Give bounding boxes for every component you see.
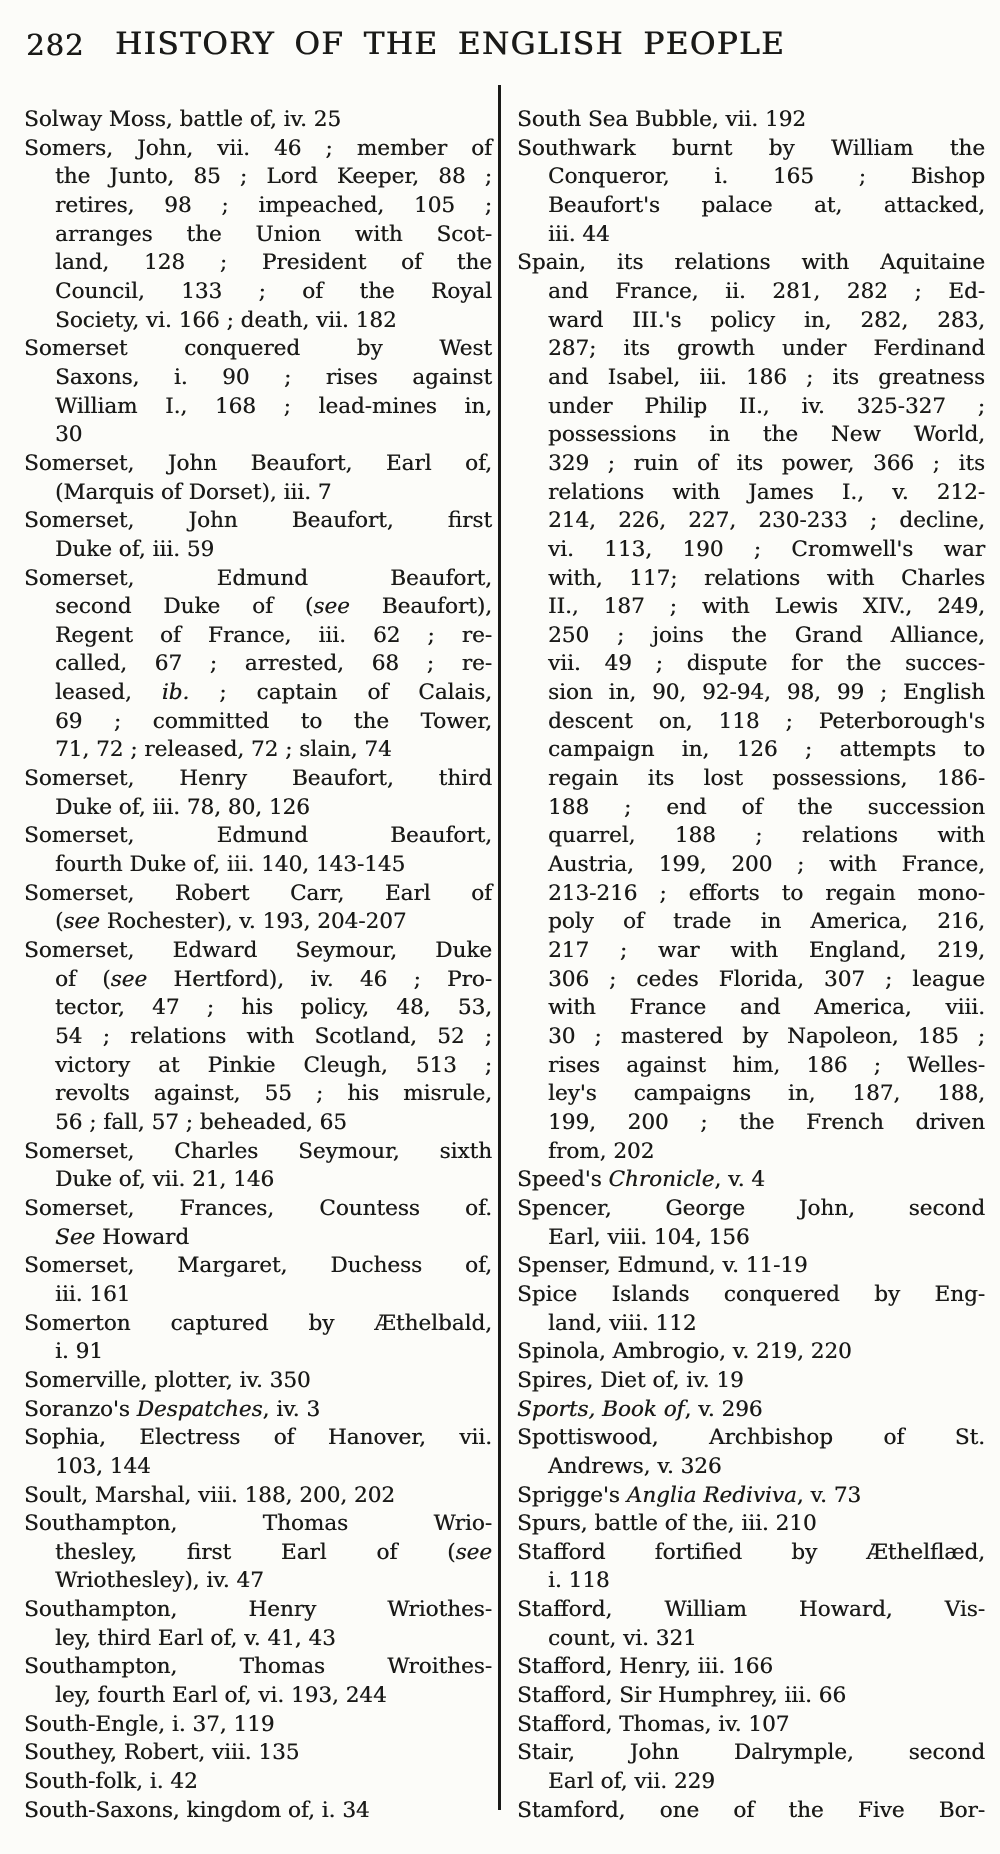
index-entry <box>24 1367 492 1396</box>
entry-line: Stair, John Dalrymple, second <box>517 1740 985 1766</box>
text-segment: thesley, first Earl of ( <box>55 1539 456 1565</box>
italic-text: ib. <box>161 680 190 706</box>
text-segment: , iv. 3 <box>262 1396 321 1422</box>
entry-line: Duke of, iii. 78, 80, 126 <box>55 794 310 820</box>
text-segment: ; captain of Calais, <box>189 680 492 706</box>
entry-line: relations with James I., v. 212- <box>548 479 985 505</box>
index-entry <box>517 1682 985 1711</box>
entry-line: Stamford, one of the Five Bor- <box>517 1797 985 1823</box>
entry-line: rises against him, 186 ; Welles- <box>548 1052 985 1078</box>
index-entry <box>24 1711 492 1740</box>
entry-line: fourth Duke of, iii. 140, 143-145 <box>55 852 406 878</box>
entry-line: ley's campaigns in, 187, 188, <box>548 1081 985 1107</box>
text-segment: Soranzo's <box>24 1396 137 1422</box>
entry-line: tector, 47 ; his policy, 48, 53, <box>55 995 492 1021</box>
index-entry <box>517 249 985 1166</box>
entry-line: Conqueror, i. 165 ; Bishop <box>548 164 985 190</box>
entry-line <box>24 593 492 622</box>
italic-text: Anglia Rediviva <box>626 1482 797 1508</box>
entry-line: Somerset, John Beaufort, Earl of, <box>24 450 492 476</box>
entry-line: Southampton, Henry Wriothes- <box>24 1597 492 1623</box>
index-column-right <box>517 106 985 1825</box>
entry-line: Austria, 199, 200 ; with France, <box>548 852 985 878</box>
entry-line: vi. 113, 190 ; Cromwell's war <box>548 536 985 562</box>
italic-text: Chronicle <box>608 1167 715 1193</box>
entry-line: Stafford, Sir Humphrey, iii. 66 <box>517 1683 847 1709</box>
index-entry <box>517 1596 985 1653</box>
text-segment: of ( <box>55 966 111 992</box>
running-title: HISTORY OF THE ENGLISH PEOPLE <box>114 26 786 62</box>
italic-text: see <box>63 909 100 935</box>
index-entry <box>24 450 492 507</box>
entry-line: 250 ; joins the Grand Alliance, <box>548 622 985 648</box>
entry-line: 199, 200 ; the French driven <box>548 1109 985 1135</box>
entry-line: Earl, viii. 104, 156 <box>548 1224 750 1250</box>
entry-line: 56 ; fall, 57 ; beheaded, 65 <box>55 1109 347 1135</box>
index-entry <box>24 822 492 879</box>
entry-line: poly of trade in America, 216, <box>548 909 985 935</box>
index-entry <box>24 1195 492 1252</box>
entry-line: Somerset conquered by West <box>24 336 492 362</box>
entry-line: Duke of, iii. 59 <box>55 536 215 562</box>
entry-line: Somerset, Henry Beaufort, third <box>24 766 492 792</box>
entry-line: quarrel, 188 ; relations with <box>548 823 985 849</box>
entry-line: 287; its growth under Ferdinand <box>548 336 985 362</box>
entry-line <box>517 1396 985 1425</box>
entry-line: William I., 168 ; lead-mines in, <box>55 393 492 419</box>
text-segment: Speed's <box>517 1167 609 1193</box>
entry-line: 213-216 ; efforts to regain mono- <box>548 880 985 906</box>
index-entry <box>24 507 492 564</box>
index-entry <box>517 1424 985 1481</box>
entry-line: sion in, 90, 92-94, 98, 99 ; English <box>548 680 985 706</box>
index-entry <box>24 1768 492 1797</box>
entry-line: called, 67 ; arrested, 68 ; re- <box>55 651 492 677</box>
entry-line: Wriothesley), iv. 47 <box>55 1568 264 1594</box>
index-entry <box>517 1510 985 1539</box>
entry-line: vii. 49 ; dispute for the succes- <box>548 651 985 677</box>
index-entry <box>517 1739 985 1796</box>
entry-line <box>24 1224 492 1253</box>
entry-line: South-folk, i. 42 <box>24 1769 198 1795</box>
entry-line: Somerton captured by Æthelbald, <box>24 1310 492 1336</box>
entry-line: with France and America, viii. <box>548 995 985 1021</box>
text-segment: ( <box>55 909 64 935</box>
index-entry <box>517 1396 985 1425</box>
entry-line: Spencer, George John, second <box>517 1195 985 1221</box>
entry-line: Somerset, Edward Seymour, Duke <box>24 938 492 964</box>
index-entry <box>517 1338 985 1367</box>
index-entry <box>24 1510 492 1596</box>
text-segment: , v. 296 <box>684 1396 763 1422</box>
entry-line: regain its lost possessions, 186- <box>548 766 985 792</box>
italic-text: Despatches <box>136 1396 263 1422</box>
entry-line: 214, 226, 227, 230-233 ; decline, <box>548 508 985 534</box>
text-segment: Beaufort), <box>349 594 492 620</box>
entry-line: South-Saxons, kingdom of, i. 34 <box>24 1797 370 1823</box>
entry-line: 30 <box>55 422 83 448</box>
entry-line: Southampton, Thomas Wroithes- <box>24 1654 492 1680</box>
entry-line: Somerville, plotter, iv. 350 <box>24 1367 311 1393</box>
entry-line: Somerset, John Beaufort, first <box>24 508 492 534</box>
entry-line: iii. 44 <box>548 221 610 247</box>
entry-line: Solway Moss, battle of, iv. 25 <box>24 107 342 132</box>
index-entry <box>517 1252 985 1281</box>
entry-line: Soult, Marshal, viii. 188, 200, 202 <box>24 1482 395 1508</box>
entry-line: land, viii. 112 <box>548 1310 697 1336</box>
index-entry <box>24 1653 492 1710</box>
entry-line <box>24 1539 492 1568</box>
entry-line: Spice Islands conquered by Eng- <box>517 1281 985 1307</box>
entry-line: Stafford, William Howard, Vis- <box>517 1597 985 1623</box>
entry-line <box>24 679 492 708</box>
entry-line: Saxons, i. 90 ; rises against <box>55 364 492 390</box>
entry-line: under Philip II., iv. 325-327 ; <box>548 393 985 419</box>
index-entry <box>517 135 985 250</box>
entry-line: Regent of France, iii. 62 ; re- <box>55 622 492 648</box>
italic-text: see <box>455 1539 492 1565</box>
index-entry <box>24 937 492 1138</box>
entry-line: Society, vi. 166 ; death, vii. 182 <box>55 307 397 333</box>
entry-line: Southwark burnt by William the <box>517 135 985 161</box>
entry-line: Somerset, Margaret, Duchess of, <box>24 1253 492 1279</box>
entry-line: Somerset, Robert Carr, Earl of <box>24 880 492 906</box>
index-entry <box>24 1252 492 1309</box>
italic-text: see <box>110 966 148 992</box>
index-entry <box>517 1166 985 1195</box>
entry-line: Council, 133 ; of the Royal <box>55 278 492 304</box>
text-segment: leased, <box>55 680 162 706</box>
entry-line: arranges the Union with Scot- <box>55 221 492 247</box>
entry-line: 103, 144 <box>55 1453 151 1479</box>
entry-line: Somers, John, vii. 46 ; member of <box>24 135 492 161</box>
italic-text: See <box>55 1224 96 1250</box>
entry-line: from, 202 <box>548 1138 655 1164</box>
entry-line: II., 187 ; with Lewis XIV., 249, <box>548 594 985 620</box>
entry-line: and Isabel, iii. 186 ; its greatness <box>548 364 985 390</box>
index-entry <box>24 135 492 336</box>
entry-line: the Junto, 85 ; Lord Keeper, 88 ; <box>55 164 492 190</box>
entry-line: revolts against, 55 ; his misrule, <box>55 1081 492 1107</box>
entry-line: Beaufort's palace at, attacked, <box>548 192 985 218</box>
index-entry <box>24 565 492 766</box>
entry-line: victory at Pinkie Cleugh, 513 ; <box>55 1052 492 1078</box>
entry-line: Sophia, Electress of Hanover, vii. <box>24 1425 492 1451</box>
entry-line: 329 ; ruin of its power, 366 ; its <box>548 450 985 476</box>
entry-line: descent on, 118 ; Peterborough's <box>548 708 985 734</box>
index-entry <box>517 1367 985 1396</box>
entry-line: Andrews, v. 326 <box>548 1453 722 1479</box>
entry-line <box>24 908 492 937</box>
text-segment: Hertford), iv. 46 ; Pro- <box>147 966 492 992</box>
entry-line: Southey, Robert, viii. 135 <box>24 1740 300 1766</box>
italic-text: Sports, Book of <box>517 1396 685 1422</box>
index-entry <box>517 1797 985 1826</box>
text-segment: , v. 73 <box>796 1482 862 1508</box>
entry-line: ley, fourth Earl of, vi. 193, 244 <box>55 1683 387 1709</box>
index-entry <box>517 1539 985 1596</box>
entry-line: Somerset, Frances, Countess of. <box>24 1195 492 1221</box>
entry-line: Stafford, Henry, iii. 166 <box>517 1654 774 1680</box>
index-entry <box>517 1281 985 1338</box>
index-entry <box>24 1310 492 1367</box>
entry-line: 69 ; committed to the Tower, <box>55 708 492 734</box>
index-entry <box>517 1711 985 1740</box>
entry-line <box>24 966 492 995</box>
index-entry <box>24 1797 492 1826</box>
entry-line: campaign in, 126 ; attempts to <box>548 737 985 763</box>
index-entry <box>24 1739 492 1768</box>
entry-line: retires, 98 ; impeached, 105 ; <box>55 192 492 218</box>
index-entry <box>517 1195 985 1252</box>
entry-line: Duke of, vii. 21, 146 <box>55 1167 275 1193</box>
column-divider-rule <box>498 85 501 1810</box>
entry-line: Earl of, vii. 229 <box>548 1769 715 1795</box>
entry-line <box>517 1482 985 1511</box>
entry-line: Somerset, Edmund Beaufort, <box>24 823 492 849</box>
entry-line <box>24 1396 492 1425</box>
entry-line: Spain, its relations with Aquitaine <box>517 250 985 276</box>
entry-line <box>517 1166 985 1195</box>
italic-text: see <box>313 594 350 620</box>
entry-line: i. 118 <box>548 1568 610 1594</box>
text-segment: Sprigge's <box>517 1482 627 1508</box>
entry-line: Spenser, Edmund, v. 11-19 <box>517 1253 808 1279</box>
entry-line: South Sea Bubble, vii. 192 <box>517 107 806 132</box>
entry-line: ley, third Earl of, v. 41, 43 <box>55 1625 336 1651</box>
entry-line: South-Engle, i. 37, 119 <box>24 1711 275 1737</box>
text-segment: second Duke of ( <box>55 594 314 620</box>
page-number: 282 <box>26 28 85 62</box>
index-column-left <box>24 106 492 1825</box>
entry-line: 71, 72 ; released, 72 ; slain, 74 <box>55 737 392 763</box>
index-entry <box>24 1482 492 1511</box>
entry-line: Spurs, battle of the, iii. 210 <box>517 1511 817 1537</box>
entry-line: and France, ii. 281, 282 ; Ed- <box>548 278 985 304</box>
entry-line: possessions in the New World, <box>548 422 985 448</box>
entry-line: ward III.'s policy in, 282, 283, <box>548 307 985 333</box>
text-segment: , v. 4 <box>714 1167 765 1193</box>
index-entry <box>24 1138 492 1195</box>
index-entry <box>24 880 492 937</box>
entry-line: 188 ; end of the succession <box>548 794 985 820</box>
entry-line: count, vi. 321 <box>548 1625 697 1651</box>
entry-line: 30 ; mastered by Napoleon, 185 ; <box>548 1024 985 1049</box>
entry-line: i. 91 <box>55 1339 103 1365</box>
entry-line: iii. 161 <box>55 1281 131 1307</box>
index-entry <box>24 1396 492 1425</box>
entry-line: with, 117; relations with Charles <box>548 565 985 591</box>
entry-line: Spinola, Ambrogio, v. 219, 220 <box>517 1339 852 1365</box>
entry-line: Southampton, Thomas Wrio- <box>24 1511 492 1537</box>
index-entry <box>24 1596 492 1653</box>
index-entry <box>517 106 985 135</box>
index-entry <box>24 106 492 135</box>
index-entry <box>24 765 492 822</box>
entry-line: 217 ; war with England, 219, <box>548 938 985 964</box>
entry-line: 306 ; cedes Florida, 307 ; league <box>548 966 985 992</box>
index-entry <box>517 1653 985 1682</box>
text-segment: Rochester), v. 193, 204-207 <box>99 909 407 935</box>
entry-line: Spottiswood, Archbishop of St. <box>517 1425 985 1451</box>
entry-line: Stafford, Thomas, iv. 107 <box>517 1711 790 1737</box>
entry-line: Stafford fortified by Æthelflæd, <box>517 1539 985 1565</box>
text-segment: Howard <box>95 1224 189 1250</box>
index-entry <box>24 335 492 450</box>
index-entry <box>24 1424 492 1481</box>
index-entry <box>517 1482 985 1511</box>
entry-line: (Marquis of Dorset), iii. 7 <box>55 479 332 505</box>
entry-line: Spires, Diet of, iv. 19 <box>517 1367 744 1393</box>
entry-line: Somerset, Edmund Beaufort, <box>24 565 492 591</box>
entry-line: Somerset, Charles Seymour, sixth <box>24 1138 492 1164</box>
entry-line: land, 128 ; President of the <box>55 250 492 276</box>
entry-line: 54 ; relations with Scotland, 52 ; <box>55 1024 492 1049</box>
